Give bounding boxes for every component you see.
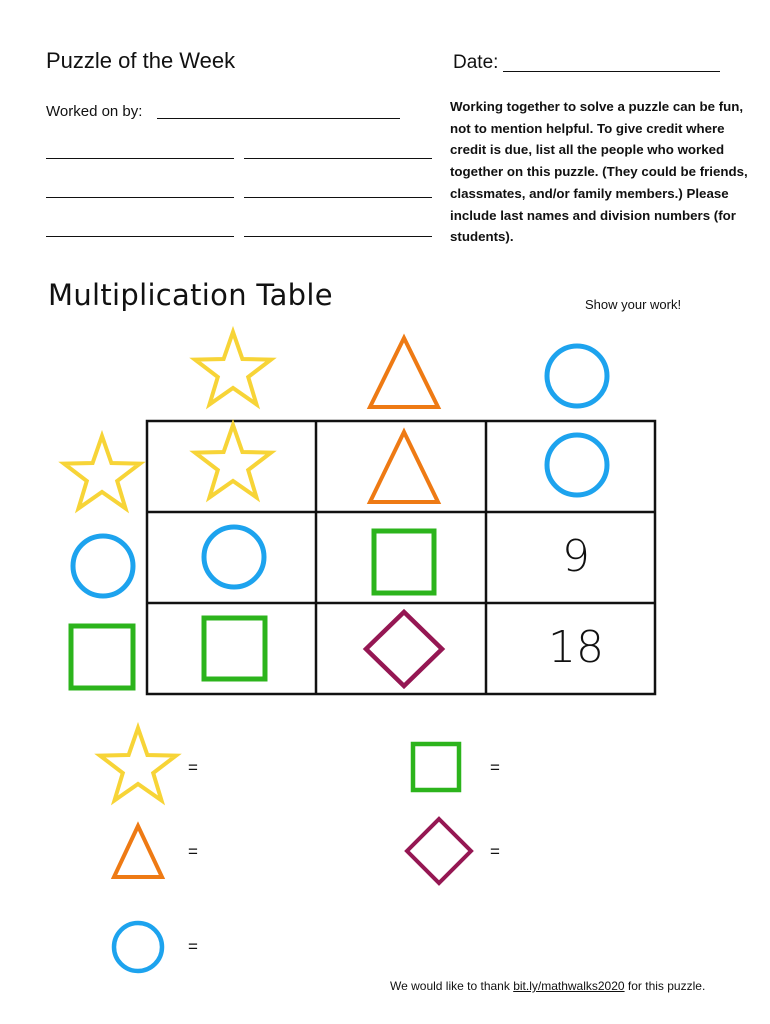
footer-prefix: We would like to thank [390, 979, 514, 993]
cell-square-icon [204, 618, 265, 679]
column-header-star-icon [195, 332, 271, 404]
page-title: Puzzle of the Week [46, 48, 236, 73]
answer-star-icon [100, 728, 176, 800]
equals-sign: = [490, 842, 500, 861]
worked-on-label: Worked on by: [46, 103, 143, 120]
answer-triangle-icon [114, 826, 162, 877]
cell-triangle-icon [370, 432, 438, 502]
answer-square-icon [413, 744, 459, 790]
cell-circle-icon [547, 435, 607, 495]
footer-suffix: for this puzzle. [624, 979, 706, 993]
cell-diamond-icon [366, 612, 442, 686]
row-header-square-icon [71, 626, 133, 688]
show-work-label: Show your work! [585, 297, 682, 312]
equals-sign: = [188, 842, 198, 861]
cell-number: 18 [548, 622, 604, 673]
row-header-circle-icon [73, 536, 133, 596]
answer-diamond-icon [407, 819, 471, 883]
equals-sign: = [188, 937, 198, 956]
date-label: Date: [453, 52, 499, 73]
equals-sign: = [188, 758, 198, 777]
section-title: Multiplication Table [48, 278, 333, 312]
cell-star-icon [195, 425, 271, 497]
row-header-star-icon [64, 436, 140, 508]
instructions-text: Working together to solve a puzzle can be fun, not to mention helpful. To give credit where credit is due, list all the people who worked together on this puzzle. (They could be friends, classmates, and/or family members.) Please include last names and division numbers (for students). [450, 99, 748, 245]
cell-square-icon [374, 531, 434, 593]
column-header-circle-icon [547, 346, 607, 406]
cell-circle-icon [204, 527, 264, 587]
equals-sign: = [490, 758, 500, 777]
footer-credit [390, 979, 705, 993]
cell-number: 9 [562, 531, 590, 582]
column-header-triangle-icon [370, 338, 438, 407]
answer-circle-icon [114, 923, 162, 971]
footer-link[interactable]: bit.ly/mathwalks2020 [513, 979, 625, 993]
